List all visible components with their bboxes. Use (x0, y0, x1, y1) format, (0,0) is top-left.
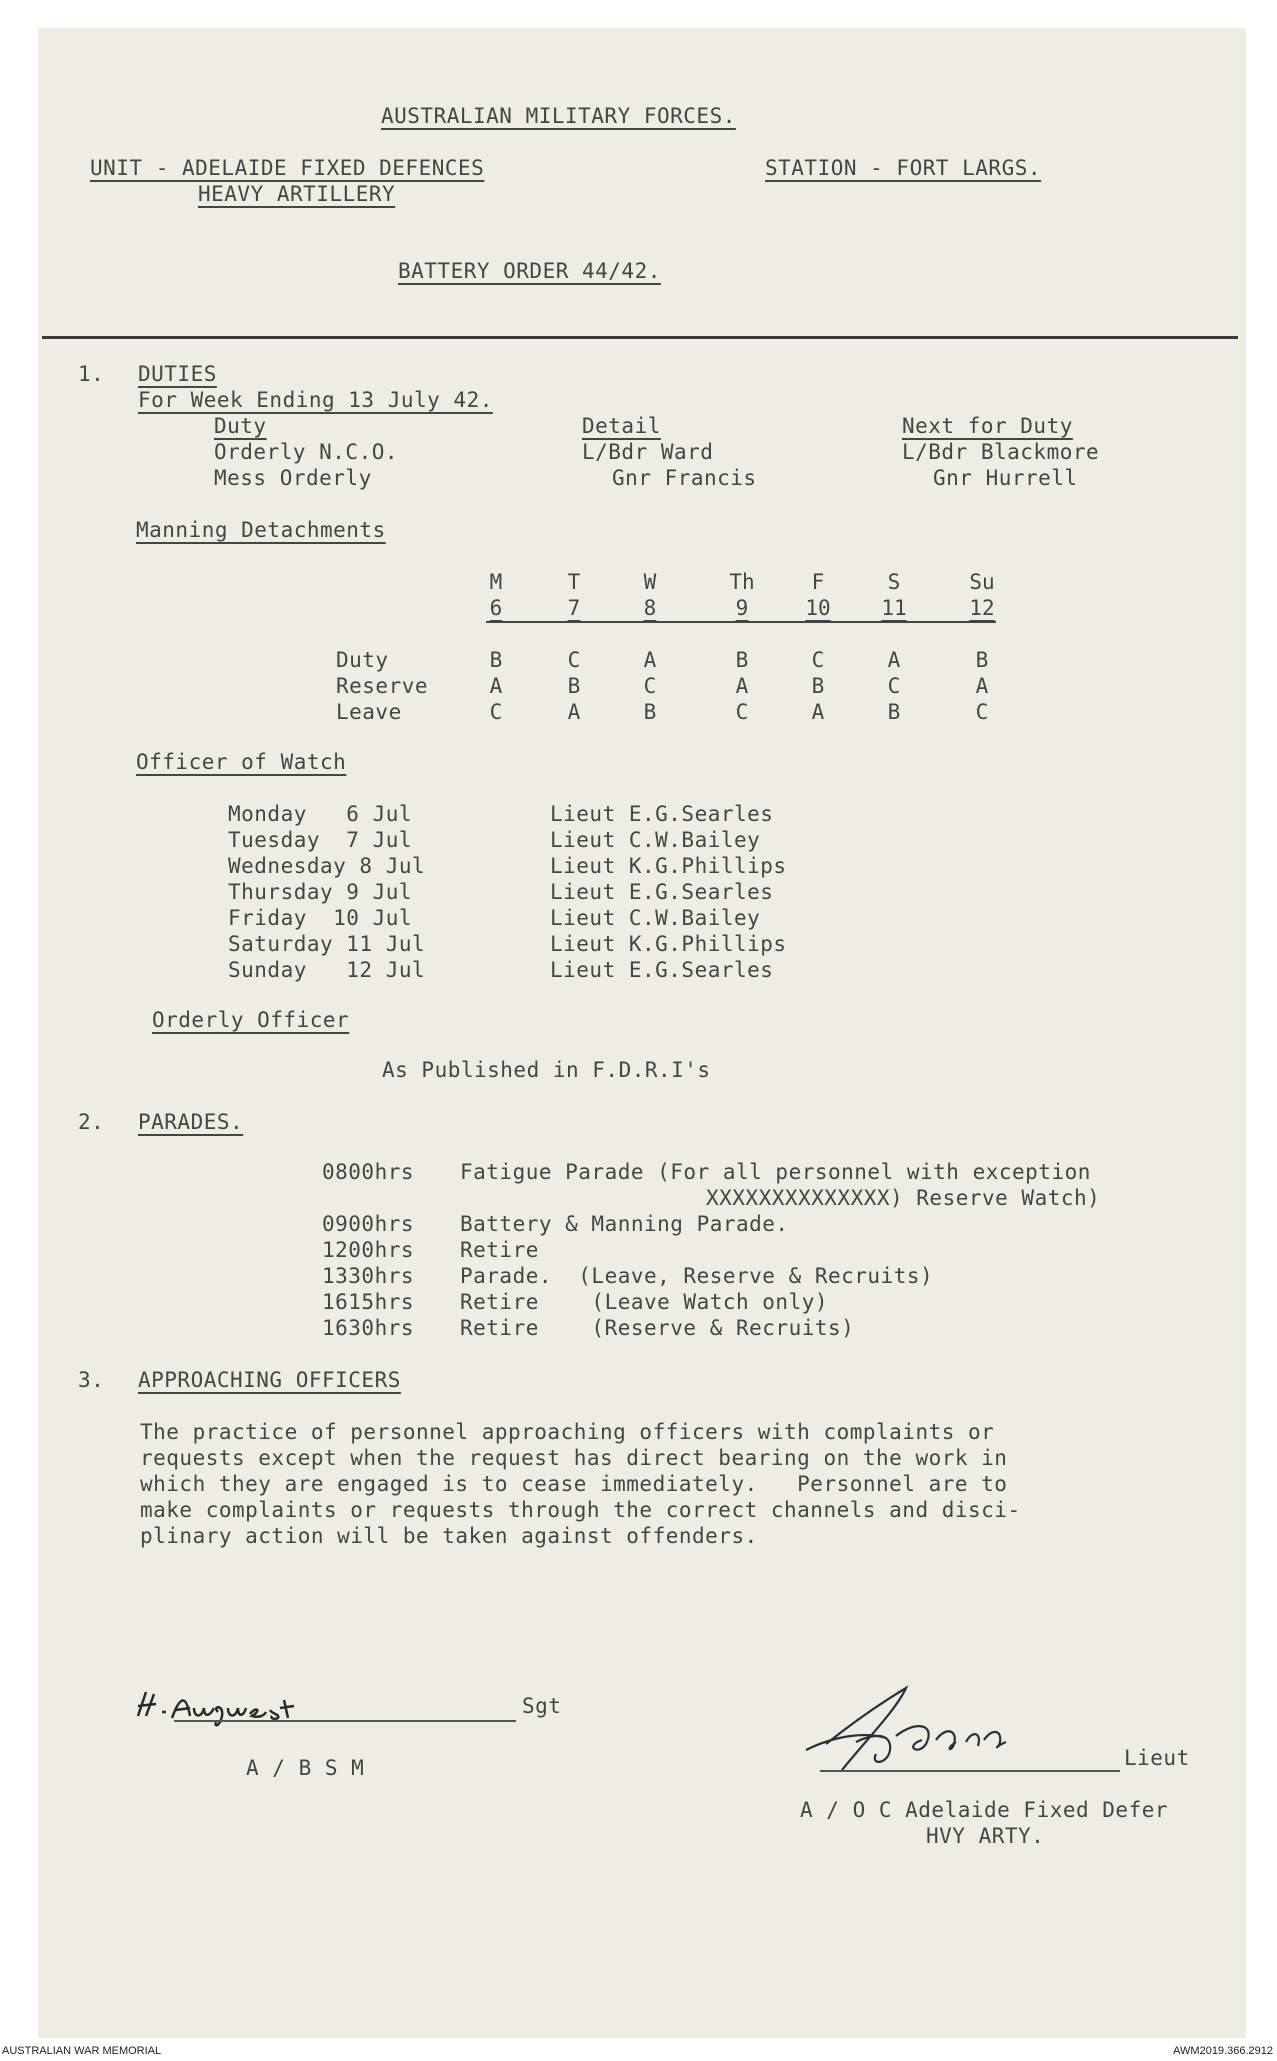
left-title: A / B S M (246, 1756, 365, 1780)
row-label: Duty (336, 648, 389, 672)
signature-line-left (174, 1720, 516, 1722)
table-cell: C (975, 700, 989, 724)
section-heading-parades: PARADES. (138, 1110, 244, 1134)
watch-officer: Lieut K.G.Phillips (550, 932, 787, 956)
watch-day: Wednesday 8 Jul (228, 854, 426, 878)
credit-left: AUSTRALIAN WAR MEMORIAL (2, 2045, 162, 2057)
signature-line-right (820, 1770, 1120, 1772)
manning-heading: Manning Detachments (136, 518, 386, 542)
table-cell: C (567, 648, 581, 672)
watch-day: Thursday 9 Jul (228, 880, 413, 904)
row-label: Leave (336, 700, 402, 724)
station-label: STATION - FORT LARGS. (765, 156, 1042, 180)
table-cell: B (887, 700, 901, 724)
duty-cell: Orderly N.C.O. (214, 440, 399, 464)
orderly-officer-text: As Published in F.D.R.I's (382, 1058, 711, 1082)
section-number: 3. (78, 1368, 105, 1392)
credit-right: AWM2019.366.2912 (1173, 2045, 1273, 2057)
table-cell: A (975, 674, 989, 698)
battery-order-title: BATTERY ORDER 44/42. (398, 259, 661, 283)
parade-time: 0800hrs (322, 1160, 415, 1184)
table-cell: C (735, 700, 749, 724)
parade-text: Parade. (Leave, Reserve & Recruits) (460, 1264, 934, 1288)
day-header: M (489, 570, 503, 594)
table-cell: C (643, 674, 657, 698)
handwritten-signature-searles (796, 1680, 1056, 1790)
paragraph-line: which they are engaged is to cease immediately. Personnel are to (140, 1472, 1008, 1496)
paragraph-line: requests except when the request has direct bearing on the work in (140, 1446, 1008, 1470)
watch-officer: Lieut E.G.Searles (550, 802, 774, 826)
day-header: T (567, 570, 581, 594)
table-cell: A (489, 674, 503, 698)
parade-time: 1630hrs (322, 1316, 415, 1340)
watch-day: Tuesday 7 Jul (228, 828, 413, 852)
divider-rule (42, 336, 1238, 339)
table-cell: C (489, 700, 503, 724)
watch-day: Saturday 11 Jul (228, 932, 426, 956)
section-number: 2. (78, 1110, 105, 1134)
table-cell: B (735, 648, 749, 672)
col-header-next: Next for Duty (902, 414, 1073, 438)
day-header: F (811, 570, 825, 594)
handwritten-signature-august (132, 1686, 322, 1736)
orderly-officer-heading: Orderly Officer (152, 1008, 350, 1032)
parade-time: 1615hrs (322, 1290, 415, 1314)
table-cell: C (887, 674, 901, 698)
watch-day: Sunday 12 Jul (228, 958, 426, 982)
detail-cell: Gnr Francis (612, 466, 757, 490)
watch-officer: Lieut C.W.Bailey (550, 828, 761, 852)
watch-officer: Lieut K.G.Phillips (550, 854, 787, 878)
day-header: W (643, 570, 657, 594)
parade-time: 0900hrs (322, 1212, 415, 1236)
day-header: Su (969, 570, 995, 594)
parade-text: Battery & Manning Parade. (460, 1212, 789, 1236)
section-heading-duties: DUTIES (138, 362, 217, 386)
date-header: 7 (567, 596, 581, 620)
watch-officer: Lieut E.G.Searles (550, 958, 774, 982)
table-cell: B (489, 648, 503, 672)
day-header: S (887, 570, 901, 594)
parade-time: 1330hrs (322, 1264, 415, 1288)
date-header: 9 (735, 596, 749, 620)
parade-text: Retire (Leave Watch only) (460, 1290, 829, 1314)
watch-officer: Lieut E.G.Searles (550, 880, 774, 904)
watch-day: Monday 6 Jul (228, 802, 413, 826)
table-cell: A (643, 648, 657, 672)
watch-officer: Lieut C.W.Bailey (550, 906, 761, 930)
left-rank: Sgt (522, 1694, 562, 1718)
right-title-line-2: HVY ARTY. (926, 1824, 1045, 1848)
table-cell: B (975, 648, 989, 672)
date-header: 6 (489, 596, 503, 620)
unit-line-2: HEAVY ARTILLERY (198, 182, 396, 206)
date-header-underline (486, 621, 996, 623)
parade-text: Fatigue Parade (For all personnel with exception (460, 1160, 1091, 1184)
detail-cell: L/Bdr Ward (582, 440, 714, 464)
right-rank: Lieut (1124, 1746, 1190, 1770)
document-title: AUSTRALIAN MILITARY FORCES. (381, 104, 736, 128)
table-cell: B (811, 674, 825, 698)
parade-time: 1200hrs (322, 1238, 415, 1262)
duty-cell: Mess Orderly (214, 466, 372, 490)
table-cell: B (643, 700, 657, 724)
table-cell: A (887, 648, 901, 672)
table-cell: A (735, 674, 749, 698)
section-number: 1. (78, 362, 105, 386)
paragraph-line: plinary action will be taken against offenders. (140, 1524, 758, 1548)
row-label: Reserve (336, 674, 429, 698)
table-cell: A (567, 700, 581, 724)
watch-day: Friday 10 Jul (228, 906, 413, 930)
unit-line-1: UNIT - ADELAIDE FIXED DEFENCES (90, 156, 485, 180)
parade-text: Retire (Reserve & Recruits) (460, 1316, 855, 1340)
date-header: 12 (969, 596, 995, 620)
table-cell: C (811, 648, 825, 672)
table-cell: B (567, 674, 581, 698)
document-page (38, 28, 1246, 2038)
col-header-detail: Detail (582, 414, 661, 438)
date-header: 11 (881, 596, 907, 620)
table-cell: A (811, 700, 825, 724)
section-heading-approaching: APPROACHING OFFICERS (138, 1368, 401, 1392)
parade-text: Retire (460, 1238, 539, 1262)
parade-text: XXXXXXXXXXXXXX) Reserve Watch) (706, 1186, 1101, 1210)
day-header: Th (729, 570, 755, 594)
watch-heading: Officer of Watch (136, 750, 347, 774)
next-cell: Gnr Hurrell (933, 466, 1078, 490)
paragraph-line: make complaints or requests through the correct channels and disci- (140, 1498, 1021, 1522)
week-ending: For Week Ending 13 July 42. (138, 388, 493, 412)
col-header-duty: Duty (214, 414, 267, 438)
right-title-line-1: A / O C Adelaide Fixed Defer (800, 1798, 1169, 1822)
paragraph-line: The practice of personnel approaching officers with complaints or (140, 1420, 995, 1444)
date-header: 8 (643, 596, 657, 620)
next-cell: L/Bdr Blackmore (902, 440, 1100, 464)
date-header: 10 (805, 596, 831, 620)
